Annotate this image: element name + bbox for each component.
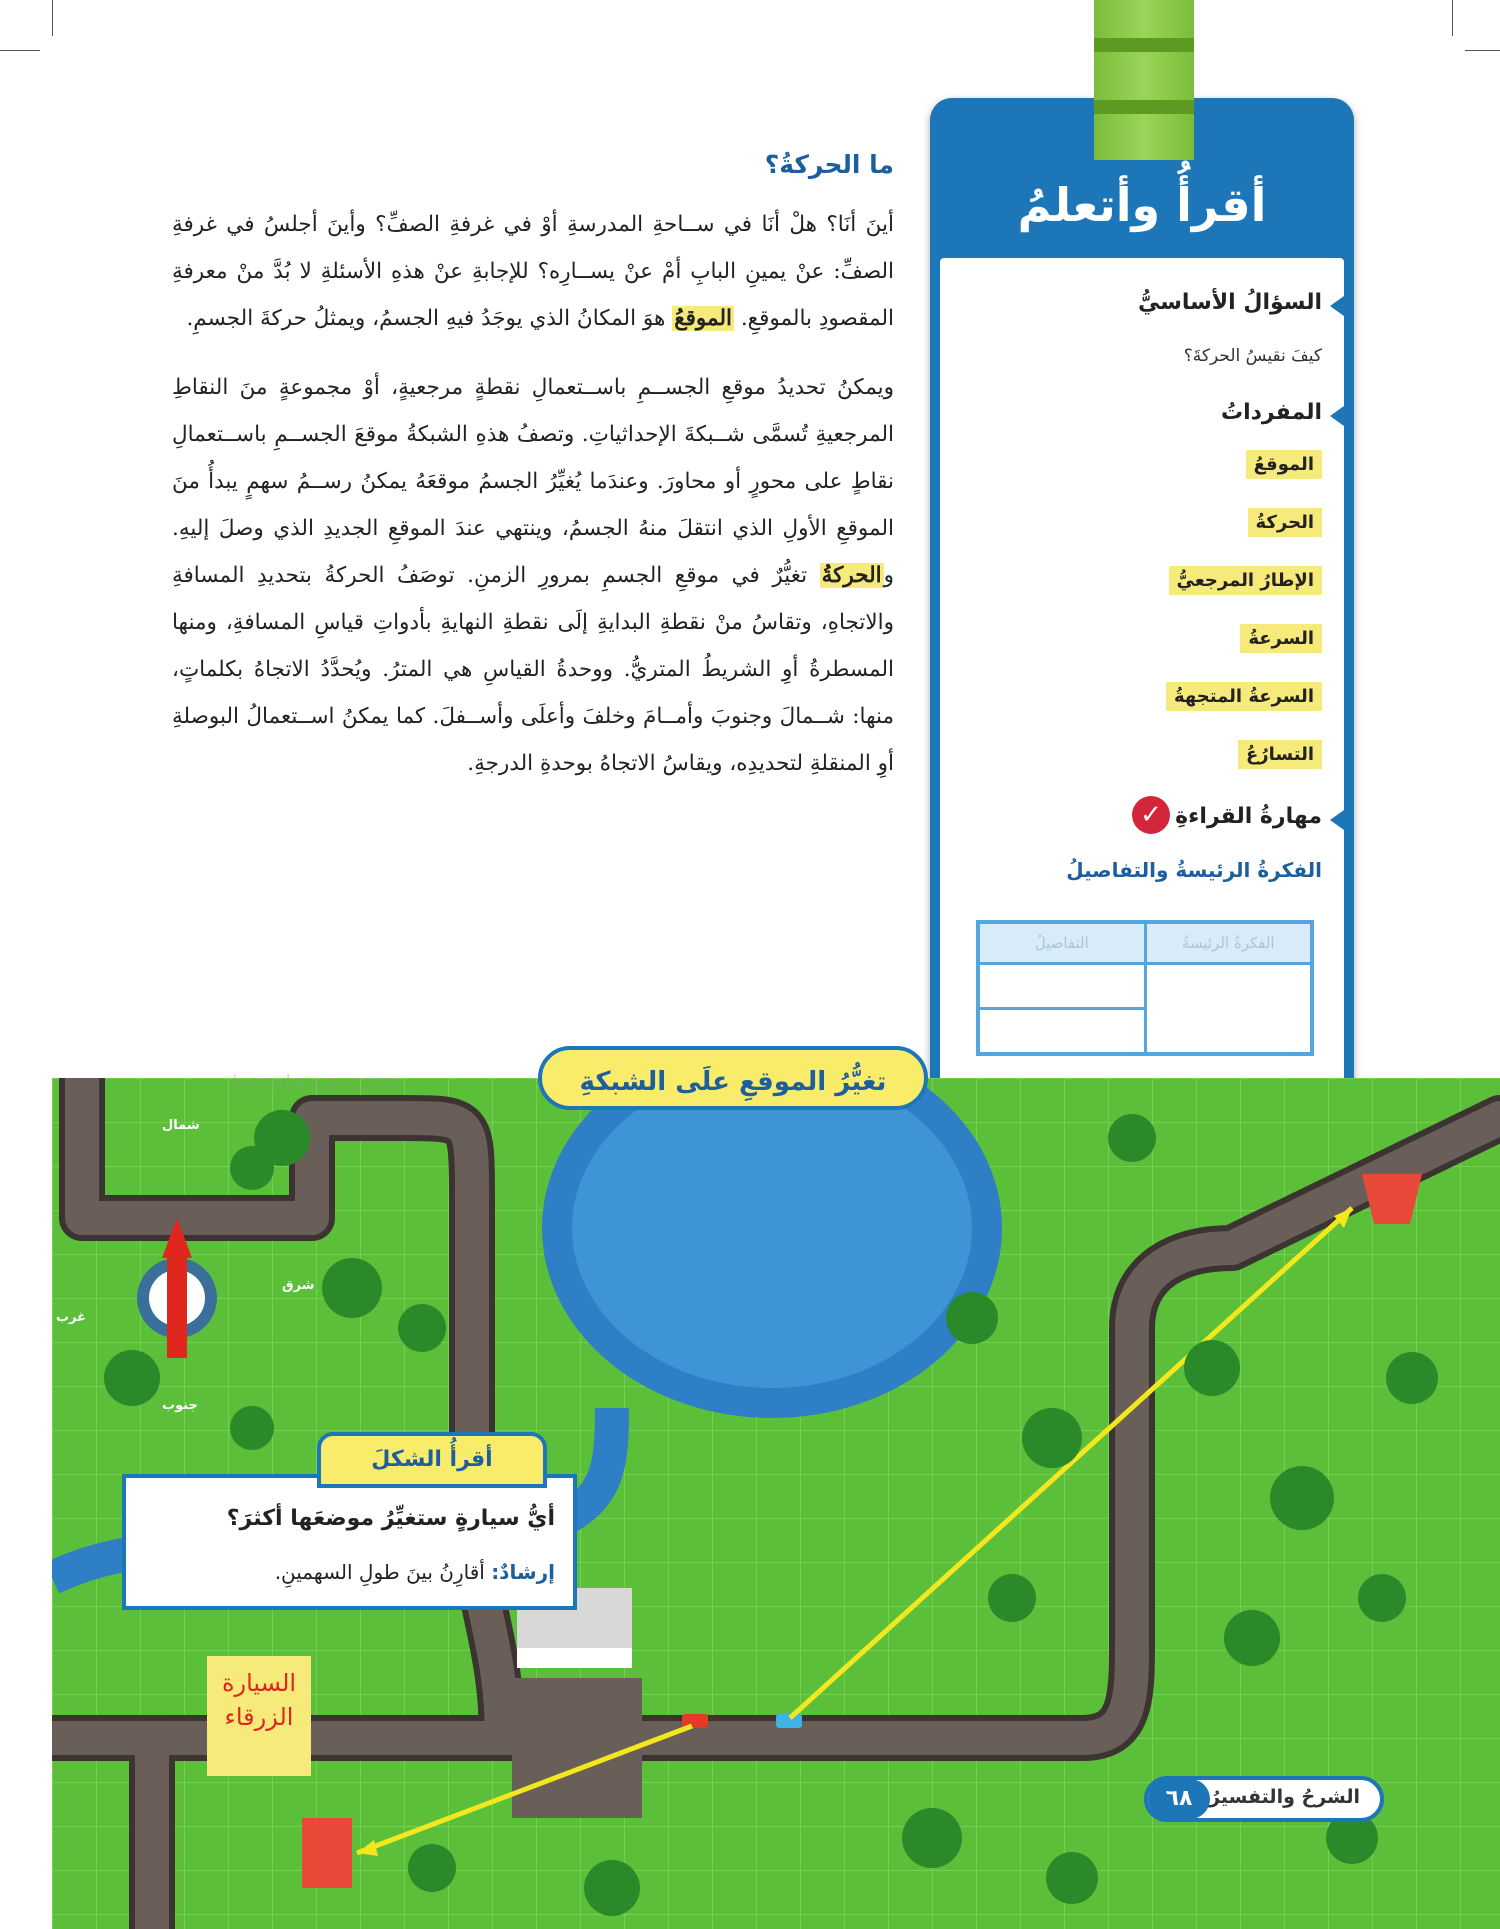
building-front [517,1648,632,1668]
caption-line: السيارة [221,1669,297,1697]
ribbon-stripe [1094,38,1194,52]
caption-line: الزرقاء [224,1703,294,1731]
paragraph-text: ويمكنُ تحديدُ موقعِ الجســمِ باســتعمالِ نقطةٍ مرجعيةٍ، أوْ مجموعةٍ منَ النقاطِ المرجعيةِ تُسمَّى شــبكةَ الإحداثياتِ. وتصفُ هذهِ الشبكةُ موقعَ الجســمِ باســتعمالِ نقاطٍ على محورٍ أو محاورَ. وعندَما يُغيِّرُ الجسمُ موقعَهُ يمكنُ رســمُ سهمٍ يبدأُ منَ الموقعِ الأولِ الذي انتقلَ منهُ الجسمُ، وينتهي عندَ الموقعِ الجديدِ الذي وصلَ إليهِ. و [172,375,894,588]
reading-skill-label: مهارةُ القراءةِ [1175,804,1344,829]
direction-south: جنوب [162,1398,198,1413]
table-cell [980,1010,1144,1052]
vocab-item: الإطارُ المرجعيُّ [1169,566,1322,595]
vocab-item: الموقعُ [1246,450,1322,479]
crop-mark [0,50,40,51]
watermark: beadaya.com [232,1070,401,1094]
read-figure-box [122,1474,577,1610]
lake-inner [572,1078,972,1388]
panel-title: أقرأُ وأتعلمُ [1017,178,1267,232]
paragraph-text: هوَ المكانُ الذي يوجَدُ فيهِ الجسمُ، ويمثلُ حركةَ الجسمِ. [186,306,673,331]
section-name: الشرحُ والتفسيرُ [1209,1786,1360,1808]
house-left [302,1818,352,1888]
read-figure-tab: أقرأُ الشكلَ [317,1432,547,1488]
article-heading: ما الحركةُ؟ [764,150,894,179]
table-header-main-idea: الفكرةُ الرئيسةُ [1147,924,1311,962]
table-header-details: التفاصيلُ [980,924,1144,962]
figure-hint [275,1560,555,1584]
essential-question-label: السؤالُ الأساسيُّ [1138,290,1344,315]
vocab-item: الحركةُ [1248,508,1322,537]
parking-lot [512,1678,642,1818]
ribbon-stripe [1094,100,1194,114]
figure-question: أيُّ سيارةٍ ستغيِّرُ موضعَها أكثرَ؟ [226,1506,555,1531]
crop-mark [1452,0,1453,36]
table-cell-main-idea [1147,965,1311,1052]
vocab-item: السرعةُ [1240,624,1322,653]
crop-mark [1465,50,1500,51]
vocabulary-label: المفرداتُ [1221,400,1344,425]
essential-question: كيفَ نقيسُ الحركةَ؟ [1183,346,1322,366]
vocab-item: السرعةُ المتجهةُ [1166,682,1322,711]
term-location: الموقعُ [674,306,732,331]
hint-label: إرشادٌ: [491,1560,555,1584]
page-number: ٦٨ [1148,1779,1210,1819]
direction-north: شمال [162,1118,200,1133]
table-cell [980,965,1144,1007]
article [172,150,894,809]
reading-skill: الفكرةُ الرئيسةُ والتفاصيلُ [1066,858,1322,882]
checkmark-icon: ✓ [1132,796,1170,834]
vocab-item: التسارُعُ [1238,740,1322,769]
article-paragraph-1 [172,201,894,342]
direction-east: شرق [282,1278,315,1293]
article-paragraph-2 [172,364,894,787]
paragraph-text: تغيُّرٌ في موقعِ الجسمِ بمرورِ الزمنِ. توصَفُ الحركةُ بتحديدِ المسافةِ والاتجاهِ، وتقاسُ منْ نقطةِ البدايةِ إلَى نقطةِ النهايةِ بأدواتِ قياسِ المسافةِ، ومنها المسطرةُ أوِ الشريطُ المتريُّ. ووحدةُ القياسِ هي المترُ. ويُحدَّدُ الاتجاهُ بكلماتٍ، منها: شــمالَ وجنوبَ وأمــامَ وخلفَ وأعلَى وأســفلَ. كما يمكنُ اســتعمالُ البوصلةِ أوِ المنقلةِ لتحديدِه، ويقاسُ الاتجاهُ بوحدةِ الدرجةِ. [172,563,894,776]
direction-west: غرب [56,1310,87,1325]
crop-mark [52,0,53,36]
paragraph-text: أينَ أنَا؟ هلْ أنَا في ســاحةِ المدرسةِ أوْ في غرفةِ الصفِّ؟ وأينَ أجلسُ في غرفةِ الصفِّ: عنْ يمينِ البابِ أمْ عنْ يســارِه؟ للإجابةِ عنْ هذهِ الأسئلةِ لا بُدَّ منْ معرفةِ المقصودِ بالموقعِ. [172,212,894,331]
term-motion: الحركةُ [821,563,882,588]
hint-text: أقارِنُ بينَ طولِ السهمينِ. [274,1560,485,1584]
main-idea-table [976,920,1314,1056]
table-cell-details [980,965,1144,1052]
map-title: تغيُّرُ الموقعِ علَى الشبكةِ [538,1046,928,1110]
blue-car-caption [207,1656,311,1776]
bookmark-ribbon [1094,0,1194,160]
